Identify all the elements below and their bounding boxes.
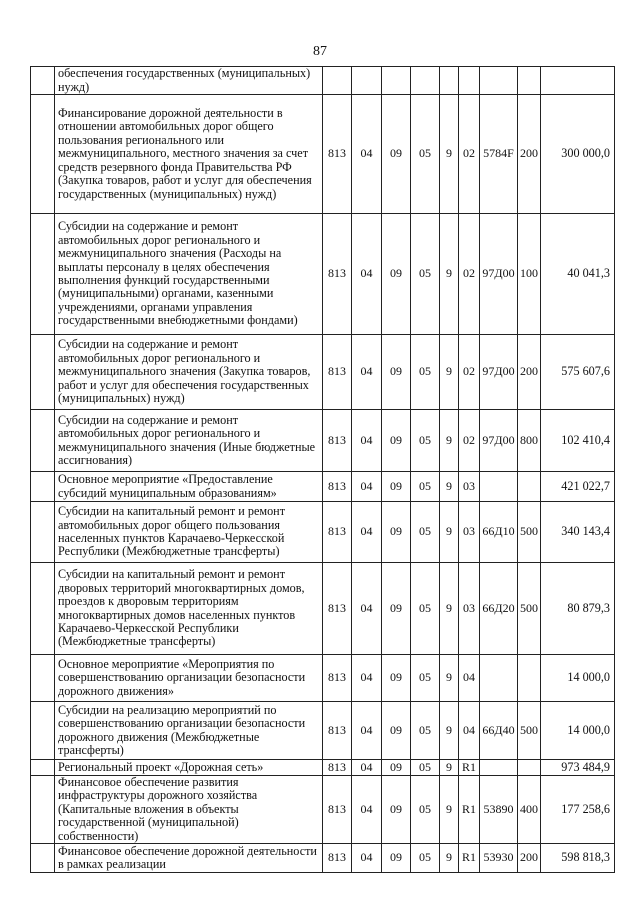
direction-cell (480, 67, 518, 95)
row-name-cell: Субсидии на реализацию мероприятий по совершенствованию организации безопасности дорожного движения (Межбюджетные трансферты) (55, 702, 323, 760)
row-name-cell: Финансовое обеспечение дорожной деятельности в рамках реализации (55, 844, 323, 873)
subsection-cell: 09 (382, 844, 411, 873)
amount-cell: 14 000,0 (541, 702, 615, 760)
row-name-cell: Региональный проект «Дорожная сеть» (55, 760, 323, 776)
expense-type-cell: 200 (518, 95, 541, 214)
event-cell: 04 (459, 702, 480, 760)
section-cell (352, 67, 382, 95)
subprogram-cell: 9 (440, 214, 459, 335)
subsection-cell: 09 (382, 502, 411, 563)
event-cell: 04 (459, 655, 480, 702)
amount-cell: 973 484,9 (541, 760, 615, 776)
program-cell: 05 (411, 760, 440, 776)
program-cell: 05 (411, 472, 440, 502)
chief-administrator-cell: 813 (323, 655, 352, 702)
program-cell: 05 (411, 214, 440, 335)
subsection-cell: 09 (382, 214, 411, 335)
row-number-cell (31, 844, 55, 873)
amount-cell: 300 000,0 (541, 95, 615, 214)
row-number-cell (31, 214, 55, 335)
expense-type-cell: 500 (518, 563, 541, 655)
subprogram-cell: 9 (440, 410, 459, 472)
chief-administrator-cell: 813 (323, 702, 352, 760)
direction-cell: 53930 (480, 844, 518, 873)
row-number-cell (31, 335, 55, 410)
budget-table (30, 66, 615, 873)
program-cell (411, 67, 440, 95)
section-cell: 04 (352, 335, 382, 410)
table-row (31, 472, 615, 502)
subsection-cell: 09 (382, 95, 411, 214)
subsection-cell: 09 (382, 335, 411, 410)
subprogram-cell: 9 (440, 776, 459, 844)
direction-cell: 66Д20 (480, 563, 518, 655)
chief-administrator-cell: 813 (323, 760, 352, 776)
table-row (31, 95, 615, 214)
table-row (31, 410, 615, 472)
table-row (31, 844, 615, 873)
amount-cell: 340 143,4 (541, 502, 615, 563)
row-number-cell (31, 410, 55, 472)
row-number-cell (31, 95, 55, 214)
amount-cell: 102 410,4 (541, 410, 615, 472)
row-name-cell: Субсидии на содержание и ремонт автомобильных дорог регионального и межмуниципального значения (Закупка товаров, работ и услуг для обеспечения государственных (муниципальных) нужд) (55, 335, 323, 410)
expense-type-cell (518, 472, 541, 502)
row-number-cell (31, 776, 55, 844)
chief-administrator-cell: 813 (323, 844, 352, 873)
table-row (31, 655, 615, 702)
direction-cell: 66Д40 (480, 702, 518, 760)
section-cell: 04 (352, 776, 382, 844)
chief-administrator-cell (323, 67, 352, 95)
row-name-cell: Финансовое обеспечение развития инфраструктуры дорожного хозяйства (Капитальные вложения в объекты государственной (муниципальной) собственности) (55, 776, 323, 844)
chief-administrator-cell: 813 (323, 776, 352, 844)
section-cell: 04 (352, 655, 382, 702)
table-row (31, 776, 615, 844)
subprogram-cell (440, 67, 459, 95)
amount-cell: 177 258,6 (541, 776, 615, 844)
row-name-cell: Субсидии на капитальный ремонт и ремонт автомобильных дорог общего пользования населенных пунктов Карачаево-Черкесской Республики (Межбюджетные трансферты) (55, 502, 323, 563)
table-row (31, 502, 615, 563)
amount-cell: 14 000,0 (541, 655, 615, 702)
section-cell: 04 (352, 563, 382, 655)
program-cell: 05 (411, 95, 440, 214)
program-cell: 05 (411, 702, 440, 760)
amount-cell: 575 607,6 (541, 335, 615, 410)
row-number-cell (31, 655, 55, 702)
subsection-cell (382, 67, 411, 95)
direction-cell (480, 655, 518, 702)
subsection-cell: 09 (382, 410, 411, 472)
event-cell: R1 (459, 776, 480, 844)
row-number-cell (31, 67, 55, 95)
chief-administrator-cell: 813 (323, 95, 352, 214)
program-cell: 05 (411, 776, 440, 844)
program-cell: 05 (411, 844, 440, 873)
chief-administrator-cell: 813 (323, 472, 352, 502)
expense-type-cell: 800 (518, 410, 541, 472)
expense-type-cell: 200 (518, 335, 541, 410)
expense-type-cell: 100 (518, 214, 541, 335)
event-cell: R1 (459, 760, 480, 776)
direction-cell: 66Д10 (480, 502, 518, 563)
event-cell: 02 (459, 214, 480, 335)
section-cell: 04 (352, 472, 382, 502)
direction-cell: 5784F (480, 95, 518, 214)
direction-cell (480, 760, 518, 776)
chief-administrator-cell: 813 (323, 335, 352, 410)
event-cell: 02 (459, 410, 480, 472)
chief-administrator-cell: 813 (323, 410, 352, 472)
subsection-cell: 09 (382, 655, 411, 702)
expense-type-cell (518, 655, 541, 702)
event-cell (459, 67, 480, 95)
amount-cell: 421 022,7 (541, 472, 615, 502)
expense-type-cell (518, 760, 541, 776)
event-cell: 02 (459, 335, 480, 410)
section-cell: 04 (352, 844, 382, 873)
section-cell: 04 (352, 502, 382, 563)
direction-cell: 97Д00 (480, 410, 518, 472)
event-cell: R1 (459, 844, 480, 873)
event-cell: 02 (459, 95, 480, 214)
subprogram-cell: 9 (440, 335, 459, 410)
subprogram-cell: 9 (440, 472, 459, 502)
program-cell: 05 (411, 410, 440, 472)
chief-administrator-cell: 813 (323, 214, 352, 335)
subsection-cell: 09 (382, 563, 411, 655)
row-number-cell (31, 472, 55, 502)
row-name-cell: Субсидии на содержание и ремонт автомобильных дорог регионального и межмуниципального значения (Иные бюджетные ассигнования) (55, 410, 323, 472)
subprogram-cell: 9 (440, 95, 459, 214)
expense-type-cell: 500 (518, 702, 541, 760)
row-name-cell: Основное мероприятие «Мероприятия по совершенствованию организации безопасности дорожного движения» (55, 655, 323, 702)
section-cell: 04 (352, 410, 382, 472)
table-row (31, 335, 615, 410)
subsection-cell: 09 (382, 776, 411, 844)
row-name-cell: обеспечения государственных (муниципальных) нужд) (55, 67, 323, 95)
subsection-cell: 09 (382, 472, 411, 502)
expense-type-cell: 200 (518, 844, 541, 873)
event-cell: 03 (459, 563, 480, 655)
section-cell: 04 (352, 95, 382, 214)
subsection-cell: 09 (382, 702, 411, 760)
expense-type-cell: 400 (518, 776, 541, 844)
row-number-cell (31, 702, 55, 760)
section-cell: 04 (352, 702, 382, 760)
row-name-cell: Субсидии на содержание и ремонт автомобильных дорог регионального и межмуниципального значения (Расходы на выплаты персоналу в целях обеспечения выполнения функций государственными (муниципальными) органами, казенными учреждениями, органами управления государственными внебюджетными фондами) (55, 214, 323, 335)
amount-cell: 40 041,3 (541, 214, 615, 335)
row-number-cell (31, 563, 55, 655)
amount-cell: 80 879,3 (541, 563, 615, 655)
amount-cell (541, 67, 615, 95)
subprogram-cell: 9 (440, 655, 459, 702)
chief-administrator-cell: 813 (323, 502, 352, 563)
table-row (31, 702, 615, 760)
row-name-cell: Основное мероприятие «Предоставление субсидий муниципальным образованиям» (55, 472, 323, 502)
program-cell: 05 (411, 335, 440, 410)
page-number: 87 (313, 44, 327, 59)
table-row (31, 760, 615, 776)
direction-cell: 53890 (480, 776, 518, 844)
subprogram-cell: 9 (440, 502, 459, 563)
subprogram-cell: 9 (440, 563, 459, 655)
amount-cell: 598 818,3 (541, 844, 615, 873)
row-name-cell: Финансирование дорожной деятельности в отношении автомобильных дорог общего пользования регионального или межмуниципального, местного значения за счет средств резервного фонда Правительства РФ (Закупка товаров, работ и услуг для обеспечения государственных (муниципальных) нужд) (55, 95, 323, 214)
table-row (31, 214, 615, 335)
subprogram-cell: 9 (440, 702, 459, 760)
direction-cell: 97Д00 (480, 214, 518, 335)
expense-type-cell (518, 67, 541, 95)
expense-type-cell: 500 (518, 502, 541, 563)
chief-administrator-cell: 813 (323, 563, 352, 655)
subprogram-cell: 9 (440, 844, 459, 873)
direction-cell: 97Д00 (480, 335, 518, 410)
section-cell: 04 (352, 214, 382, 335)
row-number-cell (31, 502, 55, 563)
subsection-cell: 09 (382, 760, 411, 776)
program-cell: 05 (411, 655, 440, 702)
row-number-cell (31, 760, 55, 776)
table-row (31, 67, 615, 95)
section-cell: 04 (352, 760, 382, 776)
direction-cell (480, 472, 518, 502)
program-cell: 05 (411, 563, 440, 655)
event-cell: 03 (459, 502, 480, 563)
event-cell: 03 (459, 472, 480, 502)
row-name-cell: Субсидии на капитальный ремонт и ремонт дворовых территорий многоквартирных домов, проездов к дворовым территориям многоквартирных домов населенных пунктов Карачаево-Черкесской Республики (Межбюджетные трансферты) (55, 563, 323, 655)
subprogram-cell: 9 (440, 760, 459, 776)
table-row (31, 563, 615, 655)
program-cell: 05 (411, 502, 440, 563)
